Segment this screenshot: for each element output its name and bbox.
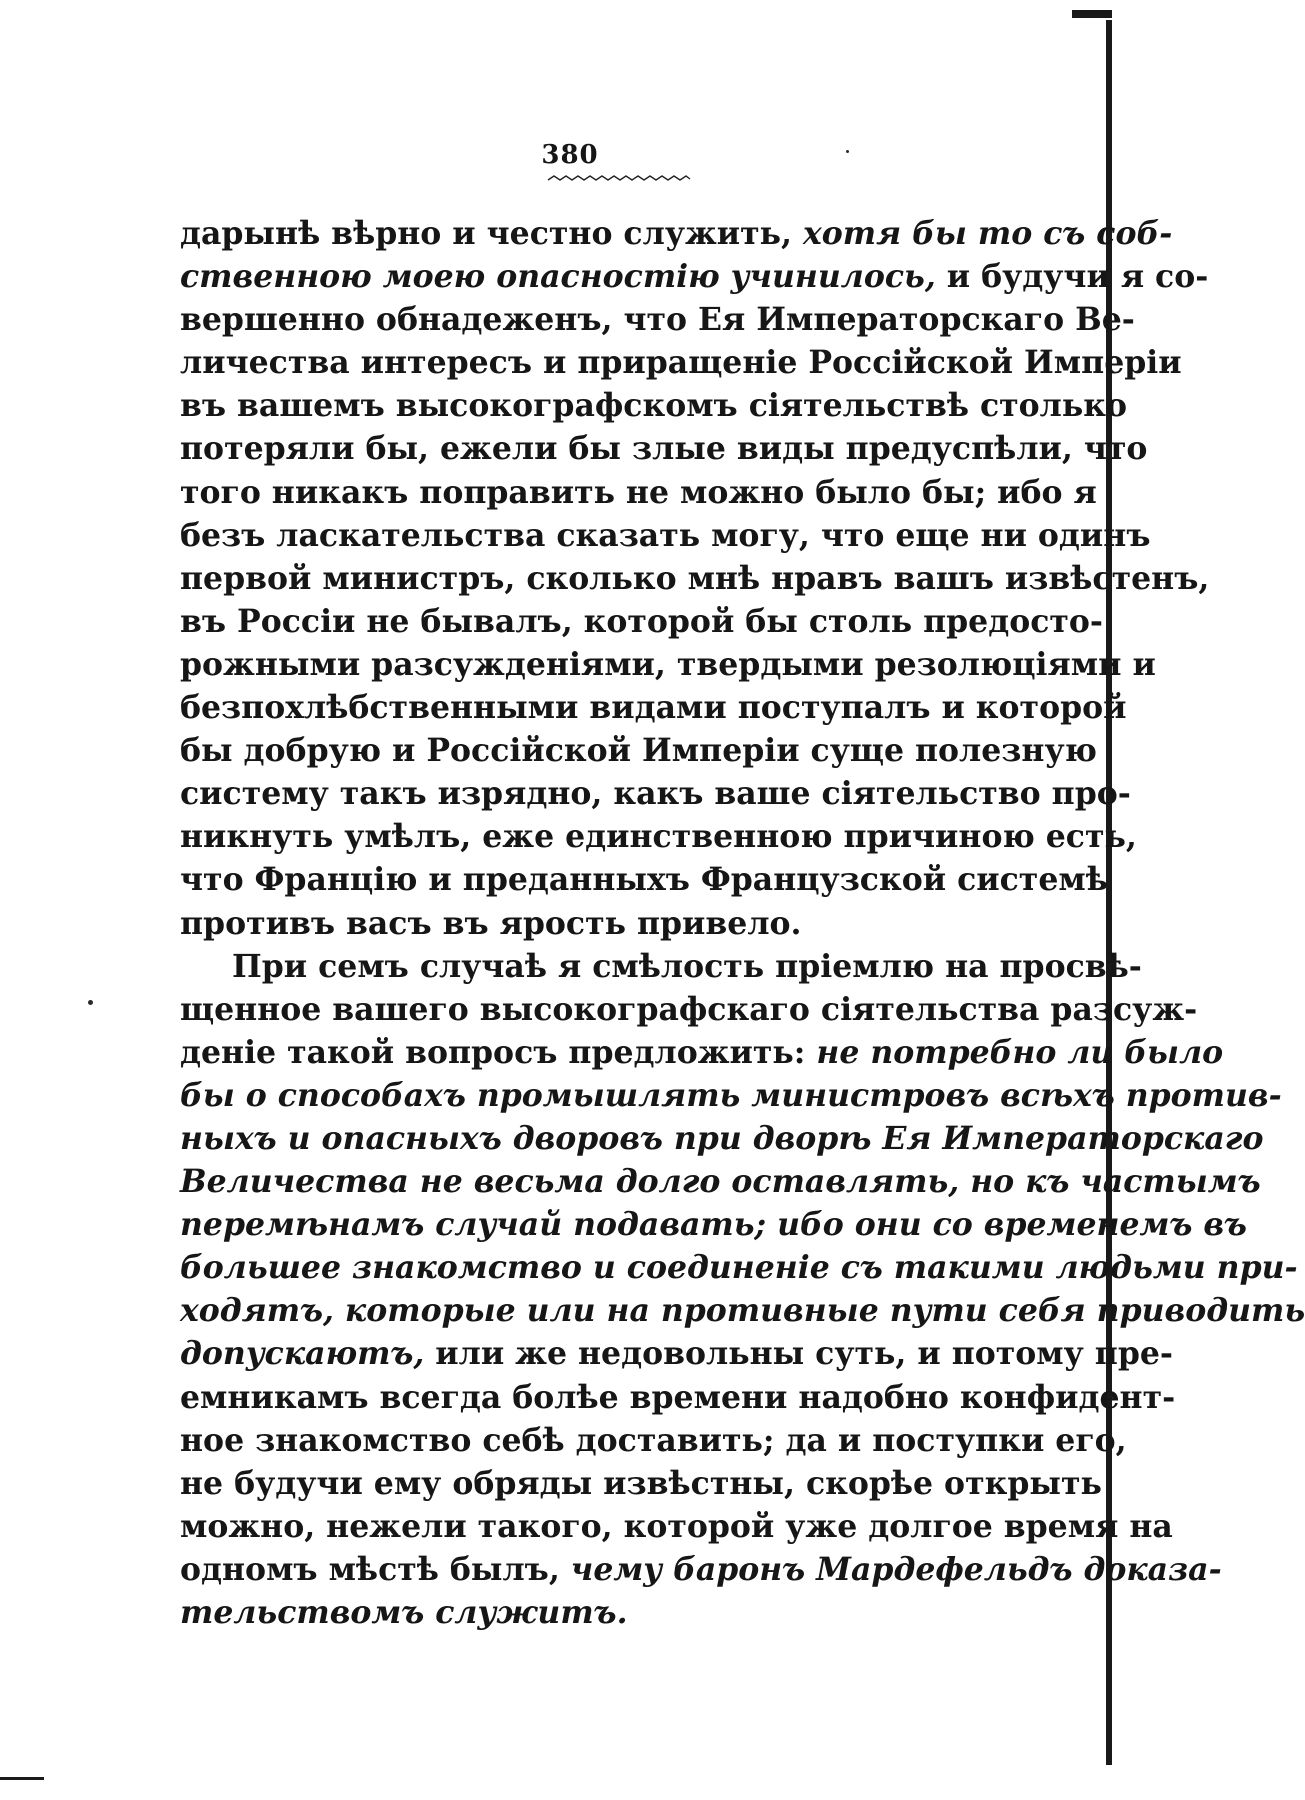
scan-speck <box>88 1000 93 1005</box>
text-line <box>180 600 1104 643</box>
text-line <box>180 729 1097 772</box>
page-number: 380 <box>541 140 599 170</box>
text-line <box>180 815 1137 858</box>
text-run: бы добрую и Россійской Имперіи суще полезную <box>180 732 1097 770</box>
italic-text-run: ственною моею опасностію учинилось, <box>180 258 936 296</box>
text-line <box>180 1117 1264 1160</box>
text-run: того никакъ поправить не можно было бы; ибо я <box>180 473 1097 511</box>
italic-text-run: перемѣнамъ случай подавать; <box>180 1206 767 1244</box>
italic-text-run: тельствомъ служитъ. <box>180 1594 628 1631</box>
text-run: въ вашемъ высокографскомъ сіятельствѣ столько <box>180 387 1128 425</box>
body-text <box>180 212 1305 1634</box>
italic-text-run: чему баронъ Мардефельдъ доказа- <box>570 1550 1222 1588</box>
text-run: въ Россіи не бывалъ, которой бы столь предосто- <box>180 602 1104 640</box>
text-run: или же недовольны суть, и потому пре- <box>424 1335 1173 1373</box>
text-line <box>180 1160 1261 1203</box>
italic-text-run: ибо они со временемъ въ <box>777 1206 1247 1244</box>
text-line <box>180 1419 1127 1462</box>
text-run: При семъ случаѣ я смѣлость пріемлю на просвѣ- <box>232 947 1142 985</box>
text-run: одномъ мѣстѣ былъ, <box>180 1550 571 1588</box>
text-run: первой министръ, сколько мнѣ нравъ вашъ извѣстенъ, <box>180 559 1210 597</box>
scan-speck <box>846 150 849 153</box>
text-line <box>180 298 1135 341</box>
text-line <box>180 341 1182 384</box>
text-line <box>180 858 1108 901</box>
page-edge-top-mark <box>1072 10 1112 18</box>
text-line <box>180 1462 1102 1505</box>
italic-text-run: большее знакомство и соединеніе съ такими людьми при- <box>180 1249 1298 1287</box>
text-run: емникамъ всегда болѣе времени надобно конфидент- <box>180 1378 1176 1416</box>
text-line <box>180 1246 1298 1289</box>
italic-text-run: Величества не весьма долго оставлять, но къ частымъ <box>180 1163 1261 1201</box>
text-line <box>180 1031 1224 1074</box>
text-line <box>180 643 1156 686</box>
italic-text-run: ныхъ и опасныхъ дворовъ при дворѣ Ея Императорскаго <box>180 1119 1264 1157</box>
text-run: ное знакомство себѣ доставить; да и поступки его, <box>180 1421 1127 1459</box>
text-run: деніе такой вопросъ предложить: <box>180 1033 817 1071</box>
text-line <box>180 945 1142 988</box>
text-line <box>180 902 1066 945</box>
text-run: потеряли бы, ежели бы злые виды предуспѣли, что <box>180 430 1148 468</box>
text-line <box>180 1203 1247 1246</box>
text-line <box>180 427 1148 470</box>
text-run: безпохлѣбственными видами поступалъ и которой <box>180 689 1127 727</box>
text-line <box>180 1505 1173 1548</box>
italic-text-run: хотя бы то съ соб- <box>803 215 1173 252</box>
page-number-ornament <box>548 174 690 186</box>
text-line <box>180 212 1173 255</box>
scan-edge-mark <box>0 1777 44 1780</box>
text-line <box>180 772 1131 815</box>
text-run: никнуть умѣлъ, еже единственною причиною есть, <box>180 818 1137 856</box>
text-run: личества интересъ и приращеніе Россійской Имперіи <box>180 344 1182 382</box>
text-run: противъ васъ въ ярость привело. <box>180 904 802 942</box>
text-line <box>180 255 1209 298</box>
text-line <box>180 1332 1173 1375</box>
text-run: и будучи я со- <box>935 258 1209 296</box>
text-run <box>766 1206 777 1243</box>
text-run: рожными разсужденіями, твердыми резолюціями и <box>180 645 1156 683</box>
text-line <box>180 471 1097 514</box>
text-run: вершенно обнадеженъ, что Ея Императорскаго Ве- <box>180 301 1135 339</box>
text-line <box>180 1289 1305 1332</box>
text-line <box>180 1548 1222 1591</box>
text-run: не будучи ему обряды извѣстны, скорѣе открыть <box>180 1464 1102 1502</box>
text-line <box>180 988 1198 1031</box>
italic-text-run: допускаютъ, <box>180 1335 425 1373</box>
italic-text-run: не потребно ли было <box>816 1033 1224 1071</box>
text-run: дарынѣ вѣрно и честно служить, <box>180 215 803 252</box>
text-line <box>180 384 1128 427</box>
text-line <box>180 686 1127 729</box>
text-line <box>180 1591 1066 1634</box>
text-run: систему такъ изрядно, какъ ваше сіятельство про- <box>180 775 1131 813</box>
text-run: безъ ласкательства сказать могу, что еще ни одинъ <box>180 516 1151 554</box>
text-run: щенное вашего высокографскаго сіятельства разсуж- <box>180 990 1198 1028</box>
text-run: можно, нежели такого, которой уже долгое время на <box>180 1507 1173 1545</box>
text-run: что Францію и преданныхъ Французской системѣ <box>180 861 1108 899</box>
italic-text-run: ходятъ, которые или на противные пути себя приводить <box>180 1292 1305 1330</box>
italic-text-run: бы о способахъ промышлять министровъ всѣхъ против- <box>180 1076 1282 1114</box>
text-line <box>180 514 1151 557</box>
text-line <box>180 557 1210 600</box>
text-line <box>180 1074 1282 1117</box>
text-line <box>180 1376 1176 1419</box>
